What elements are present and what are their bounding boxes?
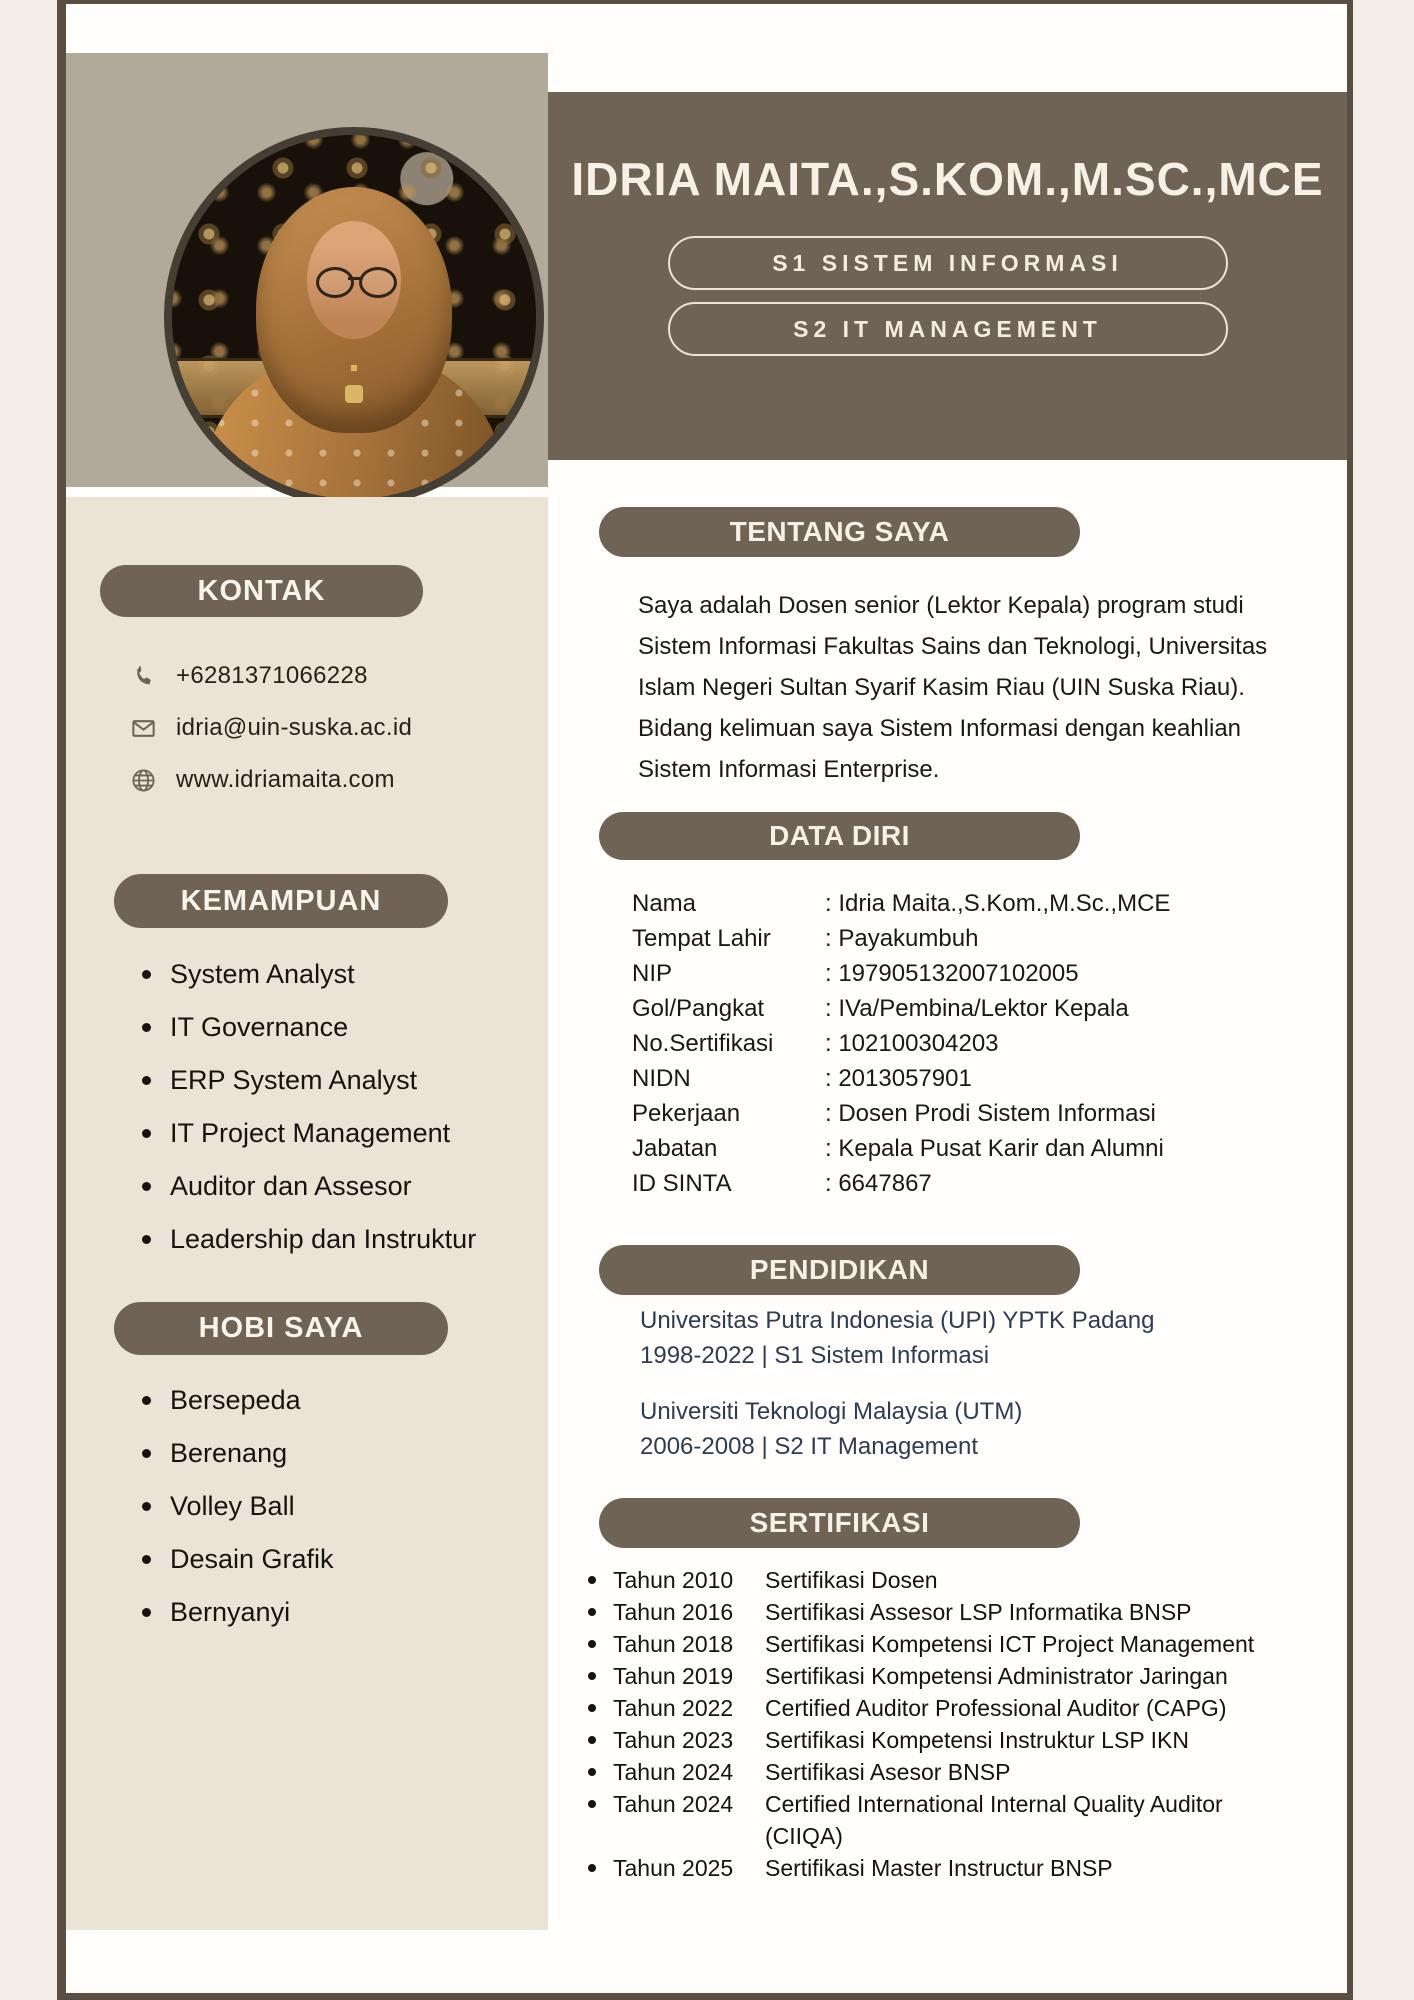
phone-icon xyxy=(130,663,157,690)
table-row xyxy=(632,886,1292,921)
section-title-tentang-saya: TENTANG SAYA xyxy=(599,507,1080,557)
skills-list xyxy=(142,948,502,1266)
hobby-label: Desain Grafik xyxy=(170,1544,334,1574)
section-title-kemampuan: KEMAMPUAN xyxy=(114,874,448,928)
field-label: Nama xyxy=(632,889,697,917)
field-value: : Idria Maita.,S.Kom.,M.Sc.,MCE xyxy=(825,889,1171,917)
table-row xyxy=(632,921,1292,956)
list-item xyxy=(588,1628,1328,1660)
skill-label: ERP System Analyst xyxy=(170,1065,418,1095)
necklace-shape xyxy=(345,385,363,403)
profile-photo xyxy=(164,127,544,507)
field-label: ID SINTA xyxy=(632,1169,732,1197)
list-item xyxy=(588,1596,1328,1628)
field-label: Pekerjaan xyxy=(632,1099,741,1127)
cert-desc: Certified International Internal Quality Auditor (CIIQA) xyxy=(765,1791,1223,1849)
skill-label: IT Governance xyxy=(170,1012,349,1042)
skill-label: IT Project Management xyxy=(170,1118,451,1148)
bullet-icon xyxy=(588,1768,596,1776)
skill-label: System Analyst xyxy=(170,959,355,989)
list-item xyxy=(588,1564,1328,1596)
table-row xyxy=(632,1131,1292,1166)
bullet-icon xyxy=(588,1576,596,1584)
cert-year: Tahun 2024 xyxy=(613,1759,734,1785)
bullet-icon xyxy=(588,1672,596,1680)
website-url: www.idriamaita.com xyxy=(176,766,395,793)
cert-year: Tahun 2019 xyxy=(613,1663,734,1689)
field-value: : Dosen Prodi Sistem Informasi xyxy=(825,1099,1156,1127)
bullet-icon xyxy=(142,1449,151,1458)
contact-list xyxy=(130,650,490,806)
glasses-icon xyxy=(316,267,354,298)
page-title: IDRIA MAITA.,S.KOM.,M.SC.,MCE xyxy=(571,153,1324,205)
contact-phone[interactable] xyxy=(130,650,490,702)
globe-icon xyxy=(130,767,157,794)
header-panel xyxy=(548,92,1347,460)
cert-desc: Certified Auditor Professional Auditor (CAPG) xyxy=(765,1695,1227,1721)
field-value: : 2013057901 xyxy=(825,1064,972,1092)
list-item xyxy=(142,1374,502,1427)
table-row xyxy=(632,1061,1292,1096)
mail-icon xyxy=(130,715,157,742)
hobby-label: Bersepeda xyxy=(170,1385,301,1415)
field-value: : Payakumbuh xyxy=(825,924,979,952)
list-item xyxy=(588,1724,1328,1756)
bullet-icon xyxy=(142,1555,151,1564)
table-row xyxy=(632,1026,1292,1061)
school-detail: 1998-2022 | S1 Sistem Informasi xyxy=(640,1342,990,1369)
list-item xyxy=(588,1756,1328,1788)
bullet-icon xyxy=(142,1182,151,1191)
table-row xyxy=(632,1166,1292,1201)
photo-panel xyxy=(66,53,548,487)
education-entry xyxy=(640,1303,1280,1373)
field-value: : 6647867 xyxy=(825,1169,932,1197)
field-label: Tempat Lahir xyxy=(632,924,771,952)
bullet-icon xyxy=(142,1396,151,1405)
list-item xyxy=(142,1054,502,1107)
list-item xyxy=(142,1533,502,1586)
cert-year: Tahun 2025 xyxy=(613,1855,734,1881)
list-item xyxy=(142,1107,502,1160)
about-paragraph: Saya adalah Dosen senior (Lektor Kepala) program studi Sistem Informasi Fakultas Sains dan Teknologi, Universitas Islam Negeri Sultan Syarif Kasim Riau (UIN Suska Riau). Bidang kelimuan saya Sistem Informasi dengan keahlian Sistem Informasi Enterprise. xyxy=(638,592,1268,783)
cert-year: Tahun 2022 xyxy=(613,1695,734,1721)
bullet-icon xyxy=(142,1076,151,1085)
bullet-icon xyxy=(588,1640,596,1648)
school-detail: 2006-2008 | S2 IT Management xyxy=(640,1433,979,1460)
cert-year: Tahun 2010 xyxy=(613,1567,734,1593)
field-label: No.Sertifikasi xyxy=(632,1029,774,1057)
education-entry xyxy=(640,1394,1280,1464)
cert-desc: Sertifikasi Master Instructur BNSP xyxy=(765,1855,1113,1881)
list-item xyxy=(142,1001,502,1054)
degree-badges xyxy=(668,236,1228,356)
table-row xyxy=(632,1096,1292,1131)
certifications-list xyxy=(588,1564,1328,1884)
glasses-bridge xyxy=(348,277,360,280)
badge-s1: S1 SISTEM INFORMASI xyxy=(668,236,1228,290)
field-label: NIDN xyxy=(632,1064,691,1092)
bullet-icon xyxy=(588,1704,596,1712)
list-item xyxy=(142,1586,502,1639)
cert-year: Tahun 2018 xyxy=(613,1631,734,1657)
contact-email[interactable] xyxy=(130,702,490,754)
table-row xyxy=(632,991,1292,1026)
contact-website[interactable] xyxy=(130,754,490,806)
cert-year: Tahun 2024 xyxy=(613,1791,734,1817)
hobby-label: Volley Ball xyxy=(170,1491,295,1521)
bullet-icon xyxy=(588,1608,596,1616)
cert-desc: Sertifikasi Assesor LSP Informatika BNSP xyxy=(765,1599,1192,1625)
field-value: : 102100304203 xyxy=(825,1029,999,1057)
section-title-sertifikasi: SERTIFIKASI xyxy=(599,1498,1080,1548)
section-title-pendidikan: PENDIDIKAN xyxy=(599,1245,1080,1295)
bullet-icon xyxy=(142,1129,151,1138)
list-item xyxy=(588,1788,1328,1852)
school-name: Universiti Teknologi Malaysia (UTM) xyxy=(640,1398,1023,1425)
skill-label: Leadership dan Instruktur xyxy=(170,1224,477,1254)
field-label: NIP xyxy=(632,959,673,987)
field-value: : 197905132007102005 xyxy=(825,959,1079,987)
bullet-icon xyxy=(142,1235,151,1244)
badge-s2: S2 IT MANAGEMENT xyxy=(668,302,1228,356)
email-address: idria@uin-suska.ac.id xyxy=(176,714,413,741)
hobby-label: Bernyanyi xyxy=(170,1597,291,1627)
bullet-icon xyxy=(142,1023,151,1032)
bullet-icon xyxy=(142,1502,151,1511)
skill-label: Auditor dan Assesor xyxy=(170,1171,412,1201)
list-item xyxy=(142,1480,502,1533)
cert-desc: Sertifikasi Kompetensi ICT Project Management xyxy=(765,1631,1255,1657)
cert-year: Tahun 2023 xyxy=(613,1727,734,1753)
field-label: Jabatan xyxy=(632,1134,718,1162)
list-item xyxy=(142,1213,502,1266)
field-value: : Kepala Pusat Karir dan Alumni xyxy=(825,1134,1164,1162)
list-item xyxy=(142,1160,502,1213)
school-name: Universitas Putra Indonesia (UPI) YPTK Padang xyxy=(640,1307,1155,1334)
cert-year: Tahun 2016 xyxy=(613,1599,734,1625)
section-title-hobi: HOBI SAYA xyxy=(114,1302,448,1355)
bullet-icon xyxy=(588,1864,596,1872)
section-title-data-diri: DATA DIRI xyxy=(599,812,1080,860)
field-value: : IVa/Pembina/Lektor Kepala xyxy=(825,994,1129,1022)
cert-desc: Sertifikasi Kompetensi Instruktur LSP IKN xyxy=(765,1727,1189,1753)
glasses-icon xyxy=(359,267,397,298)
hobby-label: Berenang xyxy=(170,1438,288,1468)
field-label: Gol/Pangkat xyxy=(632,994,765,1022)
bullet-icon xyxy=(142,970,151,979)
table-row xyxy=(632,956,1292,991)
section-title-kontak: KONTAK xyxy=(100,565,423,617)
phone-number: +6281371066228 xyxy=(176,662,368,689)
list-item xyxy=(142,1427,502,1480)
bullet-icon xyxy=(142,1608,151,1617)
cert-desc: Sertifikasi Kompetensi Administrator Jaringan xyxy=(765,1663,1228,1689)
hobbies-list xyxy=(142,1374,502,1639)
list-item xyxy=(588,1660,1328,1692)
cert-desc: Sertifikasi Dosen xyxy=(765,1567,938,1593)
list-item xyxy=(142,948,502,1001)
bullet-icon xyxy=(588,1800,596,1808)
list-item xyxy=(588,1852,1328,1884)
list-item xyxy=(588,1692,1328,1724)
cert-desc: Sertifikasi Asesor BNSP xyxy=(765,1759,1011,1785)
bullet-icon xyxy=(588,1736,596,1744)
personal-data-table xyxy=(632,886,1292,1201)
